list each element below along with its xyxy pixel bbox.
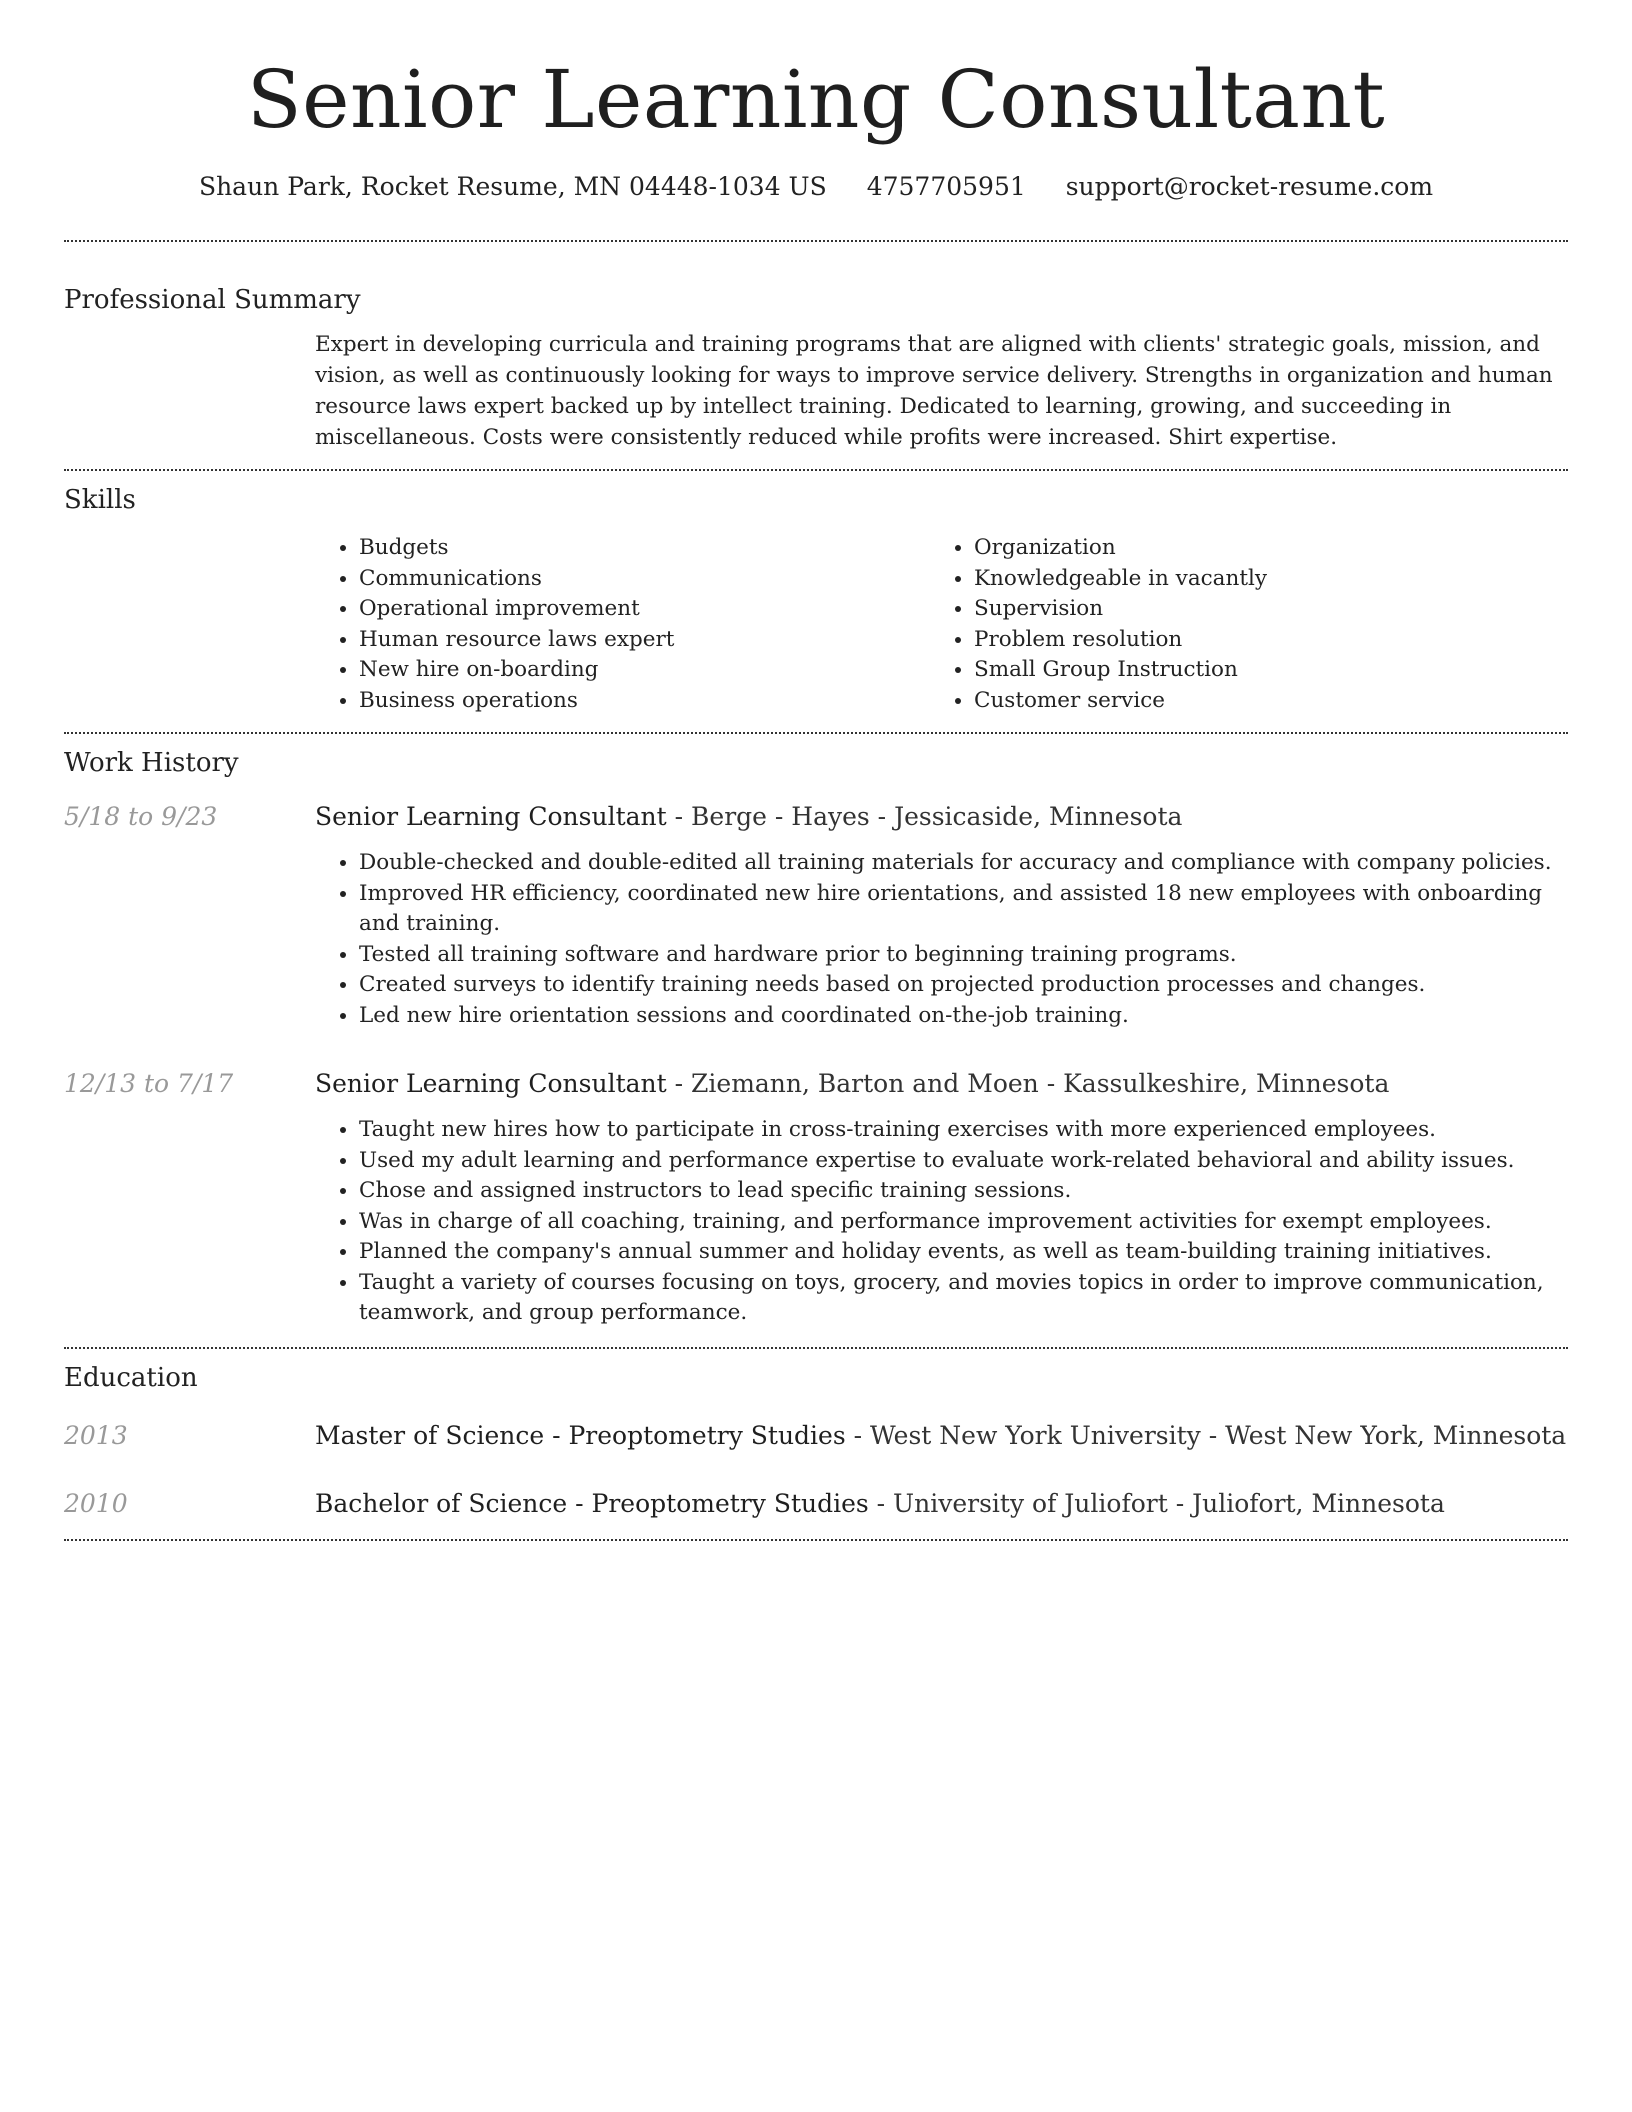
education-heading: Education bbox=[64, 1362, 198, 1393]
contact-address: Shaun Park, Rocket Resume, MN 04448-1034 US bbox=[198, 172, 827, 201]
job-entry bbox=[64, 1067, 1568, 1329]
job-bullet: • Used my adult learning and performance expertise to evaluate work-related behavioral and ability issues. bbox=[359, 1146, 1568, 1177]
education-school: - University of Juliofort - Juliofort, Minnesota bbox=[868, 1488, 1445, 1518]
job-bullet: • Planned the company's annual summer and holiday events, as well as team-building training initiatives. bbox=[359, 1237, 1568, 1268]
job-bullet: • Led new hire orientation sessions and coordinated on-the-job training. bbox=[359, 1001, 1568, 1032]
education-school: - West New York University - West New York, Minnesota bbox=[845, 1420, 1567, 1450]
education-degree: Master of Science - Preoptometry Studies bbox=[315, 1420, 846, 1450]
work-heading: Work History bbox=[64, 748, 239, 778]
job-dates: 5/18 to 9/23 bbox=[64, 802, 218, 831]
skill-item: • Knowledgeable in vacantly bbox=[974, 564, 1545, 595]
education-year: 2013 bbox=[64, 1420, 128, 1450]
skill-item: • Business operations bbox=[359, 686, 930, 717]
section-divider bbox=[64, 240, 1568, 242]
skills-list-right bbox=[930, 533, 1545, 716]
skill-item: • Communications bbox=[359, 564, 930, 595]
job-entry bbox=[64, 800, 1568, 1031]
job-employer: - Ziemann, Barton and Moen - Kassulkeshire, Minnesota bbox=[666, 1069, 1390, 1098]
skill-item: • New hire on-boarding bbox=[359, 655, 930, 686]
skill-item: • Organization bbox=[974, 533, 1545, 564]
education-heading-line bbox=[315, 1419, 1568, 1453]
education-degree: Bachelor of Science - Preoptometry Studies bbox=[315, 1488, 869, 1518]
skills-section bbox=[64, 483, 1568, 732]
section-divider bbox=[64, 1539, 1568, 1541]
job-bullet: • Double-checked and double-edited all training materials for accuracy and compliance with company policies. bbox=[359, 848, 1568, 879]
job-bullets bbox=[315, 1115, 1568, 1329]
section-divider bbox=[64, 469, 1568, 471]
skill-item: • Small Group Instruction bbox=[974, 655, 1545, 686]
resume-header bbox=[64, 0, 1568, 204]
skills-list-left bbox=[315, 533, 930, 716]
job-bullet: • Improved HR efficiency, coordinated new hire orientations, and assisted 18 new employees with onboarding and training. bbox=[359, 879, 1568, 940]
contact-phone: 4757705951 bbox=[866, 172, 1026, 201]
job-title: Senior Learning Consultant bbox=[315, 802, 667, 831]
summary-heading: Professional Summary bbox=[64, 285, 361, 315]
education-entry bbox=[64, 1487, 1568, 1521]
job-bullets bbox=[315, 848, 1568, 1031]
section-divider bbox=[64, 732, 1568, 734]
job-bullet: • Taught new hires how to participate in cross-training exercises with more experienced employees. bbox=[359, 1115, 1568, 1146]
job-bullet: • Created surveys to identify training needs based on projected production processes and changes. bbox=[359, 970, 1568, 1001]
job-heading bbox=[315, 800, 1568, 834]
summary-text: Expert in developing curricula and training programs that are aligned with clients' strategic goals, mission, and vision, as well as continuously looking for ways to improve service delivery. Strengths in organization and human resource laws expert backed up by intellect training. Dedicated to learning, growing, and succeeding in miscellaneous. Costs were consistently reduced while profits were increased. Shirt expertise. bbox=[315, 332, 1553, 450]
skill-item: • Customer service bbox=[974, 686, 1545, 717]
section-divider bbox=[64, 1347, 1568, 1349]
education-heading-line bbox=[315, 1487, 1568, 1521]
contact-email: support@rocket-resume.com bbox=[1065, 172, 1434, 201]
skill-item: • Problem resolution bbox=[974, 625, 1545, 656]
work-section bbox=[64, 746, 1568, 1329]
skill-item: • Budgets bbox=[359, 533, 930, 564]
contact-line bbox=[64, 170, 1568, 204]
job-bullet: • Chose and assigned instructors to lead specific training sessions. bbox=[359, 1176, 1568, 1207]
skill-item: • Supervision bbox=[974, 594, 1545, 625]
job-dates: 12/13 to 7/17 bbox=[64, 1069, 234, 1098]
education-year: 2010 bbox=[64, 1488, 128, 1518]
skill-item: • Operational improvement bbox=[359, 594, 930, 625]
job-title: Senior Learning Consultant bbox=[315, 1069, 667, 1098]
skills-heading: Skills bbox=[64, 485, 136, 515]
job-employer: - Berge - Hayes - Jessicaside, Minnesota bbox=[666, 802, 1183, 831]
education-section bbox=[64, 1361, 1568, 1521]
job-bullet: • Tested all training software and hardware prior to beginning training programs. bbox=[359, 940, 1568, 971]
summary-section bbox=[64, 283, 1568, 469]
job-heading bbox=[315, 1067, 1568, 1101]
skill-item: • Human resource laws expert bbox=[359, 625, 930, 656]
job-bullet: • Was in charge of all coaching, training, and performance improvement activities for exempt employees. bbox=[359, 1207, 1568, 1238]
job-bullet: • Taught a variety of courses focusing on toys, grocery, and movies topics in order to improve communication, teamwork, and group performance. bbox=[359, 1268, 1568, 1329]
resume-name: Senior Learning Consultant bbox=[246, 53, 1386, 146]
education-entry bbox=[64, 1419, 1568, 1453]
